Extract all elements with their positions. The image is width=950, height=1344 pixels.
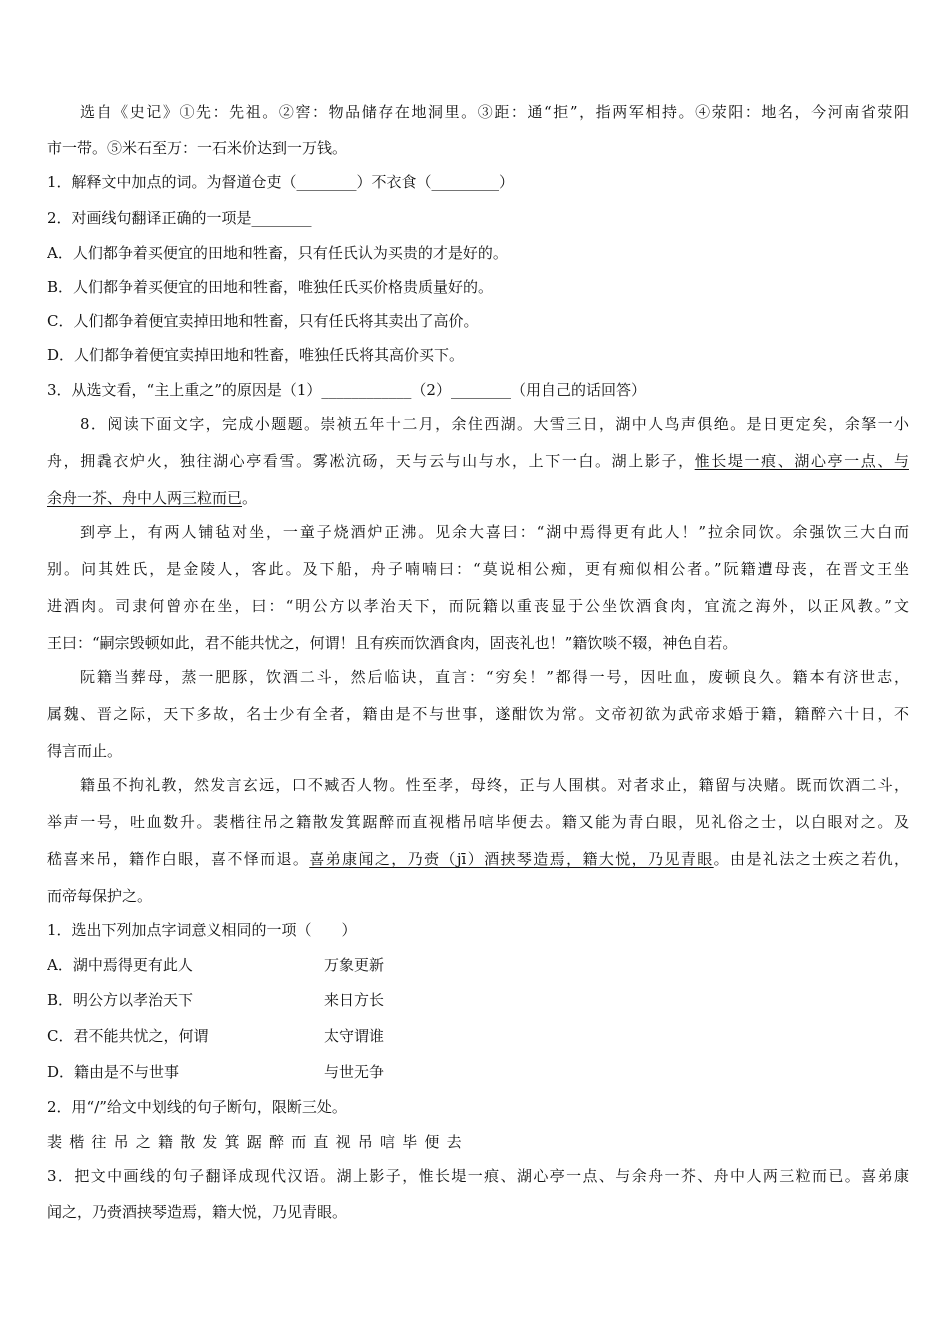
option-2-1-d — [47, 1062, 909, 1082]
sentence-to-punctuate: 裴楷往吊之籍散发箕踞醉而直视吊唁毕便去 — [47, 1133, 469, 1151]
option-1-2-b: B．人们都争着买便宜的田地和牲畜，唯独任氏买价格贵质量好的。 — [47, 278, 494, 296]
passage-9-line-1: 到亭上，有两人铺毡对坐，一童子烧酒炉正沸。见余大喜曰：“湖中焉得更有此人！”拉余同饮。余强饮三大白而 — [80, 523, 909, 541]
option-2-1-d-right: 与世无争 — [324, 1063, 385, 1081]
passage-8-line-2-text: 舟，拥毳衣炉火，独往湖心亭看雪。雾凇沆砀，天与云与山与水，上下一白。湖上影子， — [47, 452, 695, 470]
option-2-1-a-left: A．湖中焉得更有此人 — [47, 956, 193, 974]
passage-9-line-2: 别。问其姓氏，是金陵人，客此。及下船，舟子喃喃曰：“莫说相公痴，更有痴似相公者。”阮籍遭母丧，在晋文王坐 — [47, 560, 909, 578]
question-1-1: 1．解释文中加点的词。为督道仓吏（________）不衣食（_________） — [47, 173, 515, 191]
passage-10-line-2: 属魏、晋之际，天下多故，名士少有全者，籍由是不与世事，遂酣饮为常。文帝初欲为武帝求婚于籍，籍醉六十日，不 — [47, 705, 909, 723]
passage-11-line-3 — [47, 849, 909, 869]
question-2-3-line-2: 闻之，乃赍酒挟琴造焉，籍大悦，乃见青眼。 — [47, 1203, 348, 1221]
passage-11-line-3-text: 嵇喜来吊，籍作白眼，喜不怿而退。 — [47, 850, 310, 868]
option-2-1-c — [47, 1026, 909, 1046]
passage-8-line-2 — [47, 451, 909, 471]
option-1-2-a: A．人们都争着买便宜的田地和牲畜，只有任氏认为买贵的才是好的。 — [47, 244, 508, 262]
passage-11-line-3-end: 。由是礼法之士疾之若仇， — [713, 850, 909, 868]
underlined-sentence-part-3: 喜弟康闻之，乃赍（jī）酒挟琴造焉，籍大悦，乃见青眼 — [309, 850, 714, 868]
option-2-1-b-right: 来日方长 — [324, 991, 385, 1009]
option-2-1-c-left: C．君不能共忧之，何谓 — [47, 1027, 209, 1045]
passage-9-line-4: 王曰：“嗣宗毁顿如此，君不能共忧之，何谓！且有疾而饮酒食肉，固丧礼也！”籍饮啖不辍，神色自若。 — [47, 634, 738, 652]
passage-11-line-1: 籍虽不拘礼教，然发言玄远，口不臧否人物。性至孝，母终，正与人围棋。对者求止，籍留与决赌。既而饮酒二斗， — [80, 776, 909, 794]
annotation-note-line-1: 选自《史记》①先：先祖。②窖：物品储存在地洞里。③距：通“拒”，指两军相持。④荥阳：地名，今河南省荥阳 — [80, 103, 909, 121]
passage-10-line-1: 阮籍当葬母，蒸一肥豚，饮酒二斗，然后临诀，直言：“穷矣！”都得一号，因吐血，废顿良久。籍本有济世志， — [80, 668, 909, 686]
question-2-1: 1．选出下列加点字词意义相同的一项（ ） — [47, 921, 357, 939]
passage-8-line-3 — [47, 488, 909, 508]
option-2-1-a — [47, 955, 909, 975]
option-1-2-c: C．人们都争着便宜卖掉田地和牲畜，只有任氏将其卖出了高价。 — [47, 312, 479, 330]
underlined-sentence-part-1: 惟长堤一痕、湖心亭一点、与 — [694, 452, 909, 470]
question-1-2: 2．对画线句翻译正确的一项是________ — [47, 209, 312, 227]
passage-10-line-3: 得言而止。 — [47, 742, 123, 760]
passage-8-line-3-end: 。 — [242, 489, 258, 507]
passage-11-line-4: 而帝每保护之。 — [47, 887, 153, 905]
question-2-3-line-1: 3．把文中画线的句子翻译成现代汉语。湖上影子，惟长堤一痕、湖心亭一点、与余舟一芥、舟中人两三粒而已。喜弟康 — [47, 1167, 909, 1185]
underlined-sentence-part-2: 余舟一芥、舟中人两三粒而已 — [47, 489, 243, 507]
option-2-1-c-right: 太守谓谁 — [324, 1027, 385, 1045]
passage-8-line-1: 8．阅读下面文字，完成小题题。崇祯五年十二月，余住西湖。大雪三日，湖中人鸟声俱绝。是日更定矣，余拏一小 — [80, 415, 909, 433]
passage-9-line-3: 进酒肉。司隶何曾亦在坐，曰：“明公方以孝治天下，而阮籍以重丧显于公坐饮酒食肉，宜流之海外，以正风教。”文 — [47, 597, 909, 615]
option-2-1-d-left: D．籍由是不与世事 — [47, 1063, 180, 1081]
annotation-note-line-2: 市一带。⑤米石至万：一石米价达到一万钱。 — [47, 139, 348, 157]
option-1-2-d: D．人们都争着便宜卖掉田地和牲畜，唯独任氏将其高价买下。 — [47, 346, 465, 364]
question-2-2: 2．用“/”给文中划线的句子断句，限断三处。 — [47, 1098, 347, 1116]
option-2-1-a-right: 万象更新 — [324, 956, 385, 974]
option-2-1-b-left: B．明公方以孝治天下 — [47, 991, 194, 1009]
option-2-1-b — [47, 990, 909, 1010]
question-1-3: 3．从选文看，“主上重之”的原因是（1）____________（2）________（用自己的话回答） — [47, 381, 646, 399]
passage-11-line-2: 举声一号，吐血数升。裴楷往吊之籍散发箕踞醉而直视楷吊唁毕便去。籍又能为青白眼，见礼俗之士，以白眼对之。及 — [47, 813, 909, 831]
